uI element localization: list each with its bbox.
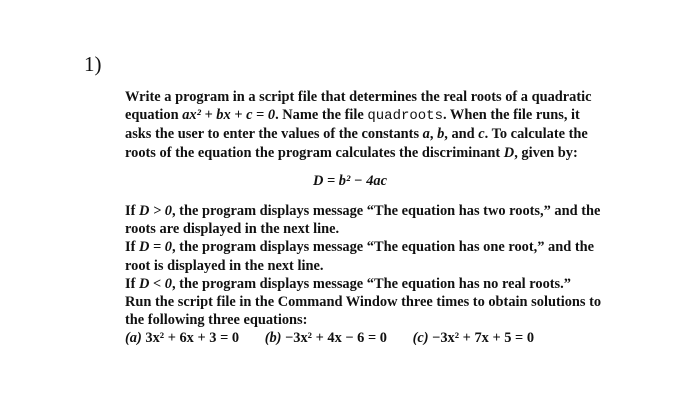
case-two-roots: If D > 0, the program displays message “The equation has two roots,” and the roots are displayed in the next line. [125, 203, 601, 238]
case-one-root: If D = 0, the program displays message “The equation has one root,” and the root is displayed in the next line. [125, 239, 595, 274]
equation-b: (b) −3x² + 4x − 6 = 0 [264, 330, 387, 347]
case-no-real-roots: If D < 0, the program displays message “The equation has no real roots.” [125, 275, 571, 292]
discriminant-formula: D = b² − 4ac [313, 172, 387, 189]
quadratic-equation: ax² + bx + c = 0 [182, 107, 276, 124]
equations-line [125, 329, 605, 347]
problem-number: 1) [84, 52, 102, 76]
intro-paragraph: Write a program in a script file that determines the real roots of a quadratic equation ax² + bx + c = 0. Name the file quadroots. When the file runs, it asks the user to enter the values of the constants a, b, and c. To calculate the roots of the equation the program calculates the discriminant D, given by: [125, 89, 592, 161]
equation-c: (c) −3x² + 7x + 5 = 0 [412, 330, 535, 347]
equation-a: (a) 3x² + 6x + 3 = 0 [125, 330, 240, 347]
filename: quadroots [367, 108, 443, 125]
instruction: Run the script file in the Command Window three times to obtain solutions to the following three equations: [125, 294, 602, 329]
problem-statement [125, 88, 605, 348]
